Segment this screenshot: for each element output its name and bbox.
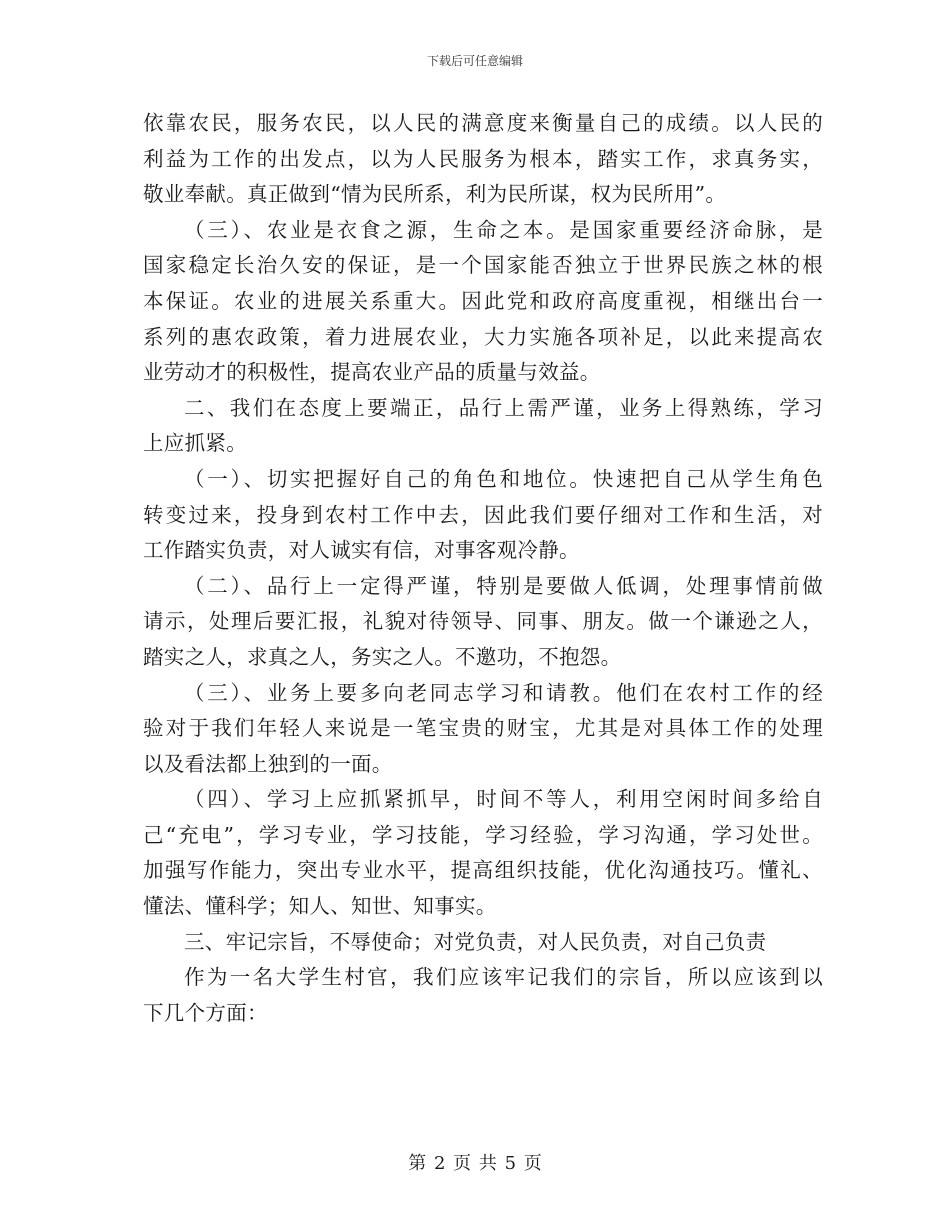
body-line: 下几个方面： xyxy=(143,1000,268,1025)
page-number-footer: 第 2 页 共 5 页 xyxy=(408,1153,542,1174)
body-line: （二）、品行上一定得严谨，特别是要做人低调，处理事情前做 xyxy=(184,573,823,598)
body-line: 加强写作能力，突出专业水平，提高组织技能，优化沟通技巧。懂礼、 xyxy=(143,858,823,883)
document-body xyxy=(143,106,823,1031)
body-line: 工作踏实负责，对人诚实有信，对事客观冷静。 xyxy=(143,538,580,563)
body-line: 作为一名大学生村官，我们应该牢记我们的宗旨，所以应该到以 xyxy=(184,965,823,990)
body-line: 利益为工作的出发点，以为人民服务为根本，踏实工作，求真务实， xyxy=(143,146,823,171)
body-line: 系列的惠农政策，着力进展农业，大力实施各项补足，以此来提高农 xyxy=(143,324,823,349)
body-line: 转变过来，投身到农村工作中去，因此我们要仔细对工作和生活，对 xyxy=(143,502,823,527)
body-line: 依靠农民，服务农民，以人民的满意度来衡量自己的成绩。以人民的 xyxy=(143,111,823,135)
body-line: 二、我们在态度上要端正，品行上需严谨，业务上得熟练，学习 xyxy=(184,395,823,420)
page-header-note: 下载后可任意编辑 xyxy=(426,54,523,68)
body-line: （四）、学习上应抓紧抓早，时间不等人，利用空闲时间多给自 xyxy=(184,787,823,812)
body-line: 踏实之人，求真之人，务实之人。不邀功，不抱怨。 xyxy=(143,644,622,669)
body-line: 敬业奉献。真正做到“情为民所系，利为民所谋，权为民所用”。 xyxy=(143,182,727,207)
body-line: （三）、农业是衣食之源，生命之本。是国家重要经济命脉，是 xyxy=(184,217,823,242)
body-line: 国家稳定长治久安的保证，是一个国家能否独立于世界民族之林的根 xyxy=(143,253,823,278)
body-line: 业劳动才的积极性，提高农业产品的质量与效益。 xyxy=(143,360,601,385)
body-line: 懂法、懂科学；知人、知世、知事实。 xyxy=(143,894,497,919)
body-line: 请示，处理后要汇报，礼貌对待领导、同事、朋友。做一个谦逊之人， xyxy=(143,609,823,634)
body-line: 三、牢记宗旨，不辱使命；对党负责，对人民负责，对自己负责 xyxy=(184,929,767,954)
body-line: （一）、切实把握好自己的角色和地位。快速把自己从学生角色 xyxy=(184,466,823,491)
body-line: 验对于我们年轻人来说是一笔宝贵的财宝，尤其是对具体工作的处理 xyxy=(143,716,823,741)
body-line: 己“充电”，学习专业，学习技能，学习经验，学习沟通，学习处世。 xyxy=(143,822,823,847)
body-line: （三）、业务上要多向老同志学习和请教。他们在农村工作的经 xyxy=(184,680,823,705)
body-line: 上应抓紧。 xyxy=(143,431,247,456)
body-line: 以及看法都上独到的一面。 xyxy=(143,751,393,776)
body-line: 本保证。农业的进展关系重大。因此党和政府高度重视，相继出台一 xyxy=(143,288,823,313)
